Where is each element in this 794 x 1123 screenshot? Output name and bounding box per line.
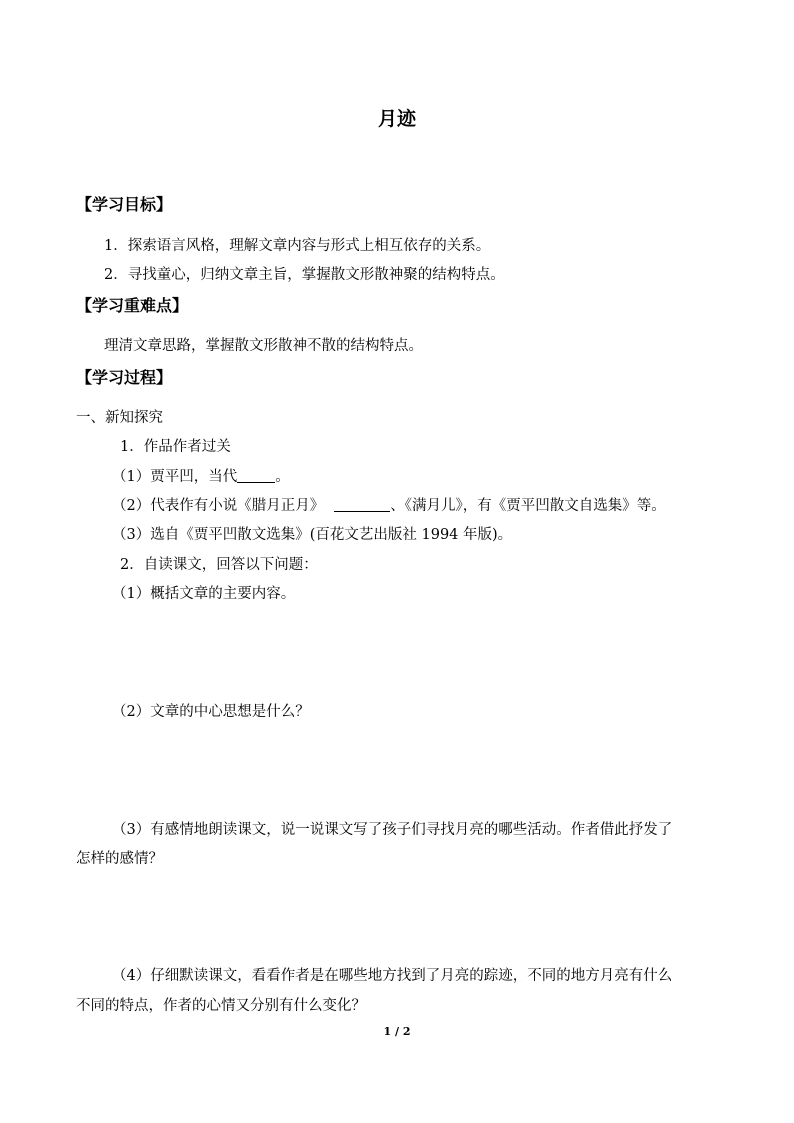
goal-item-2: 2．寻找童心，归纳文章主旨，掌握散文形散神聚的结构特点。 bbox=[104, 267, 505, 283]
question-2-1: （1）概括文章的主要内容。 bbox=[112, 586, 296, 602]
question-2-4-line-2: 不同的特点，作者的心情又分别有什么变化？ bbox=[76, 998, 366, 1014]
question-2-4-line-1: （4）仔细默读课文，看看作者是在哪些地方找到了月亮的踪迹，不同的地方月亮有什么 bbox=[112, 968, 673, 984]
question-1-3: （3）选自《贾平凹散文选集》(百花文艺出版社 1994 年版)。 bbox=[112, 527, 513, 543]
section-heading-goals: 【学习目标】 bbox=[76, 195, 173, 214]
question-1-2-text: （2）代表作有小说《腊月正月》 bbox=[112, 498, 325, 514]
answer-blank[interactable] bbox=[237, 468, 275, 484]
question-1-1-end: 。 bbox=[275, 469, 290, 485]
question-2-3-line-1: （3）有感情地朗读课文，说一说课文写了孩子们寻找月亮的哪些活动。作者借此抒发了 bbox=[112, 822, 673, 838]
key-points-text: 理清文章思路，掌握散文形散神不散的结构特点。 bbox=[104, 338, 423, 354]
question-1-1-text: （1）贾平凹，当代 bbox=[112, 469, 238, 485]
question-1-2 bbox=[112, 494, 666, 515]
question-2-3-line-2: 怎样的感情？ bbox=[76, 851, 163, 867]
answer-blank[interactable] bbox=[334, 497, 390, 513]
question-1-2-end: 、《满月儿》，有《贾平凹散文自选集》等。 bbox=[390, 498, 666, 514]
question-1: 1．作品作者过关 bbox=[120, 439, 231, 455]
section-heading-process: 【学习过程】 bbox=[76, 368, 173, 387]
question-1-1 bbox=[112, 465, 290, 486]
question-2-2: （2）文章的中心思想是什么？ bbox=[112, 704, 310, 720]
goal-item-1: 1．探索语言风格，理解文章内容与形式上相互依存的关系。 bbox=[104, 238, 491, 254]
question-2: 2．自读课文，回答以下问题： bbox=[120, 557, 318, 573]
part-heading-new-knowledge: 一、新知探究 bbox=[76, 410, 163, 426]
page-number: 1 / 2 bbox=[383, 1025, 411, 1038]
page-title: 月迹 bbox=[377, 108, 416, 130]
section-heading-key: 【学习重难点】 bbox=[76, 296, 189, 315]
